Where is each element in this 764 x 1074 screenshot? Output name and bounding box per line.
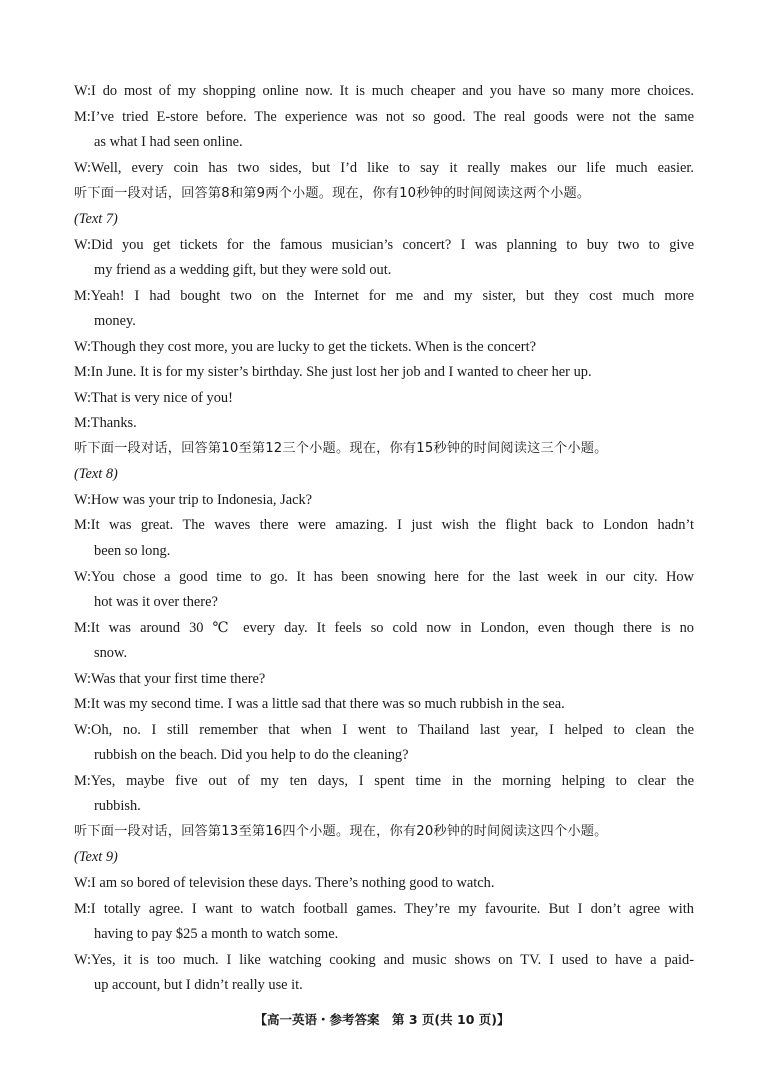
dialogue-line: M:Yeah! I had bought two on the Internet for me and my sister, but they cost much more bbox=[74, 288, 694, 304]
dialogue-line: M:It was around 30 ℃ every day. It feels so cold now in London, even though there is no bbox=[74, 620, 694, 636]
instruction-line: 听下面一段对话，回答第8和第9两个小题。现在，你有10秒钟的时间阅读这两个小题。 bbox=[74, 186, 591, 201]
dialogue-line: W:I do most of my shopping online now. It is much cheaper and you have so many more choices. bbox=[74, 83, 694, 99]
dialogue-line-continued: money. bbox=[94, 313, 136, 329]
dialogue-line: M:In June. It is for my sister’s birthday. She just lost her job and I wanted to cheer her up. bbox=[74, 364, 592, 380]
dialogue-line: W:How was your trip to Indonesia, Jack? bbox=[74, 492, 313, 508]
dialogue-line-continued: been so long. bbox=[94, 543, 171, 559]
dialogue-line: W:You chose a good time to go. It has been snowing here for the last week in our city. How bbox=[74, 569, 694, 585]
dialogue-line-continued: as what I had seen online. bbox=[94, 134, 243, 150]
dialogue-line: M:Thanks. bbox=[74, 415, 137, 431]
dialogue-line: M:Yes, maybe five out of my ten days, I spent time in the morning helping to clear the bbox=[74, 773, 694, 789]
section-label: (Text 7) bbox=[74, 211, 118, 227]
dialogue-line-continued: up account, but I didn’t really use it. bbox=[94, 977, 303, 993]
dialogue-line: W:That is very nice of you! bbox=[74, 390, 233, 406]
page-footer: 【高一英语・参考答案 第 3 页(共 10 页)】 bbox=[254, 1012, 510, 1027]
dialogue-line-continued: having to pay $25 a month to watch some. bbox=[94, 926, 339, 942]
dialogue-line: M:I totally agree. I want to watch football games. They’re my favourite. But I don’t agree with bbox=[74, 901, 694, 917]
dialogue-line-continued: rubbish. bbox=[94, 798, 141, 814]
dialogue-line: W:I am so bored of television these days. There’s nothing good to watch. bbox=[74, 875, 495, 891]
dialogue-line-continued: snow. bbox=[94, 645, 128, 661]
dialogue-line: W:Yes, it is too much. I like watching cooking and music shows on TV. I used to have a paid- bbox=[74, 952, 694, 968]
dialogue-line-continued: rubbish on the beach. Did you help to do the cleaning? bbox=[94, 747, 409, 763]
section-label: (Text 8) bbox=[74, 466, 118, 482]
dialogue-line: W:Well, every coin has two sides, but I’d like to say it really makes our life much easier. bbox=[74, 160, 694, 176]
dialogue-line: W:Was that your first time there? bbox=[74, 671, 266, 687]
dialogue-line-continued: hot was it over there? bbox=[94, 594, 218, 610]
instruction-line: 听下面一段对话，回答第10至第12三个小题。现在，你有15秒钟的时间阅读这三个小题。 bbox=[74, 441, 608, 456]
dialogue-line: W:Did you get tickets for the famous musician’s concert? I was planning to buy two to give bbox=[74, 237, 694, 253]
dialogue-line: W:Though they cost more, you are lucky to get the tickets. When is the concert? bbox=[74, 339, 536, 355]
dialogue-line: M:It was great. The waves there were amazing. I just wish the flight back to London hadn’t bbox=[74, 517, 694, 533]
section-label: (Text 9) bbox=[74, 849, 118, 865]
instruction-line: 听下面一段对话，回答第13至第16四个小题。现在，你有20秒钟的时间阅读这四个小题。 bbox=[74, 824, 608, 839]
dialogue-line: M:It was my second time. I was a little sad that there was so much rubbish in the sea. bbox=[74, 696, 565, 712]
dialogue-line: W:Oh, no. I still remember that when I went to Thailand last year, I helped to clean the bbox=[74, 722, 694, 738]
dialogue-line-continued: my friend as a wedding gift, but they were sold out. bbox=[94, 262, 392, 278]
dialogue-line: M:I’ve tried E-store before. The experience was not so good. The real goods were not the same bbox=[74, 109, 694, 125]
